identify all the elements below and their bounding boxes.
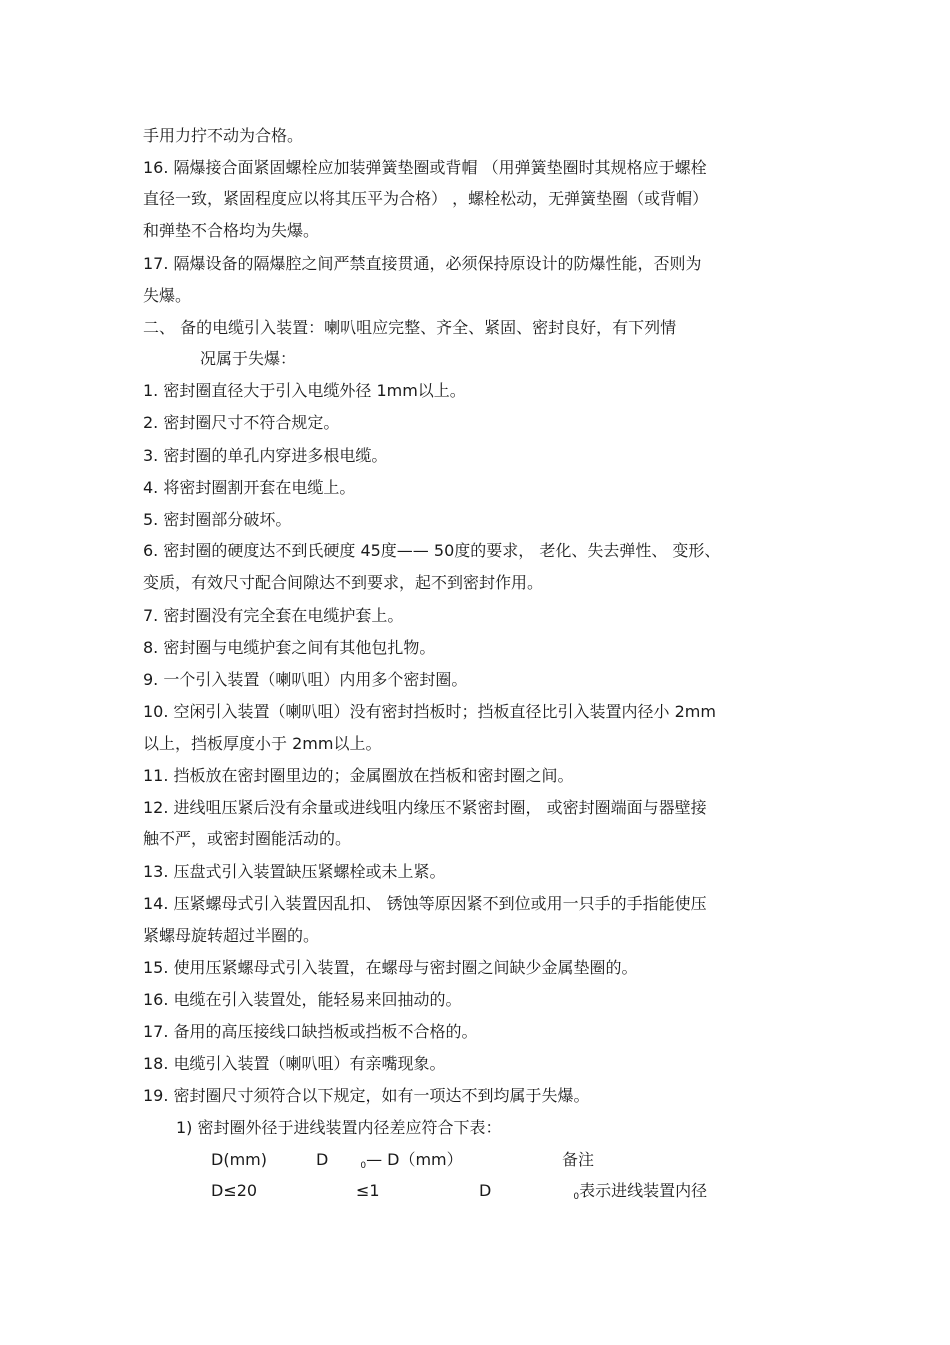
list-item-cont: 触不严，或密封圈能活动的。 — [143, 829, 352, 848]
table-cell-diameter: D≤20 — [211, 1181, 258, 1200]
section-heading-cont: 况属于失爆： — [200, 349, 297, 368]
list-item: 9. 一个引入装置（喇叭咀）内用多个密封圈。 — [143, 670, 468, 689]
list-item: 18. 电缆引入装置（喇叭咀）有亲嘴现象。 — [143, 1054, 446, 1073]
list-item: 13. 压盘式引入装置缺压紧螺栓或未上紧。 — [143, 862, 446, 881]
text-line: 手用力拧不动为合格。 — [143, 126, 304, 145]
list-item: 15. 使用压紧螺母式引入装置，在螺母与密封圈之间缺少金属垫圈的。 — [143, 958, 638, 977]
list-item: 14. 压紧螺母式引入装置因乱扣、 锈蚀等原因紧不到位或用一只手的手指能使压 — [143, 894, 707, 913]
list-item: 10. 空闲引入装置（喇叭咀）没有密封挡板时；挡板直径比引入装置内径小 2mm — [143, 702, 716, 721]
list-item-cont: 以上，挡板厚度小于 2mm以上。 — [143, 734, 382, 753]
list-item: 3. 密封圈的单孔内穿进多根电缆。 — [143, 446, 388, 465]
list-item: 1. 密封圈直径大于引入电缆外径 1mm以上。 — [143, 381, 466, 400]
table-cell-remarks: D 0表示进线装置内径 — [479, 1181, 708, 1202]
text-line: 17. 隔爆设备的隔爆腔之间严禁直接贯通，必须保持原设计的防爆性能，否则为 — [143, 254, 702, 273]
sub-list-item: 1) 密封圈外径于进线装置内径差应符合下表： — [176, 1118, 502, 1137]
list-item: 2. 密封圈尺寸不符合规定。 — [143, 413, 340, 432]
list-item-cont: 紧螺母旋转超过半圈的。 — [143, 926, 320, 945]
list-item: 4. 将密封圈割开套在电缆上。 — [143, 478, 356, 497]
text-line: 失爆。 — [143, 286, 192, 305]
list-item-cont: 变质，有效尺寸配合间隙达不到要求，起不到密封作用。 — [143, 573, 544, 592]
text-line: 直径一致，紧固程度应以将其压平为合格） ，螺栓松动，无弹簧垫圈（或背帽） — [143, 189, 709, 208]
list-item: 7. 密封圈没有完全套在电缆护套上。 — [143, 606, 404, 625]
table-header-remarks: 备注 — [562, 1150, 595, 1169]
list-item: 8. 密封圈与电缆护套之间有其他包扎物。 — [143, 638, 436, 657]
list-item: 11. 挡板放在密封圈里边的；金属圈放在挡板和密封圈之间。 — [143, 766, 574, 785]
text-line: 16. 隔爆接合面紧固螺栓应加装弹簧垫圈或背帽 （用弹簧垫圈时其规格应于螺栓 — [143, 158, 707, 177]
section-heading: 二、 备的电缆引入装置：喇叭咀应完整、齐全、紧固、密封良好，有下列情 — [143, 318, 677, 337]
list-item: 19. 密封圈尺寸须符合以下规定，如有一项达不到均属于失爆。 — [143, 1086, 590, 1105]
table-header-difference: D 0— D（mm） — [316, 1150, 463, 1171]
table-cell-difference: ≤1 — [356, 1181, 380, 1200]
list-item: 17. 备用的高压接线口缺挡板或挡板不合格的。 — [143, 1022, 478, 1041]
list-item: 16. 电缆在引入装置处，能轻易来回抽动的。 — [143, 990, 462, 1009]
text-line: 和弹垫不合格均为失爆。 — [143, 221, 320, 240]
list-item: 12. 进线咀压紧后没有余量或进线咀内缘压不紧密封圈， 或密封圈端面与器壁接 — [143, 798, 707, 817]
list-item: 6. 密封圈的硬度达不到氏硬度 45度—— 50度的要求， 老化、失去弹性、 变形、 — [143, 541, 721, 560]
list-item: 5. 密封圈部分破坏。 — [143, 510, 292, 529]
table-header-diameter: D(mm) — [211, 1150, 267, 1169]
